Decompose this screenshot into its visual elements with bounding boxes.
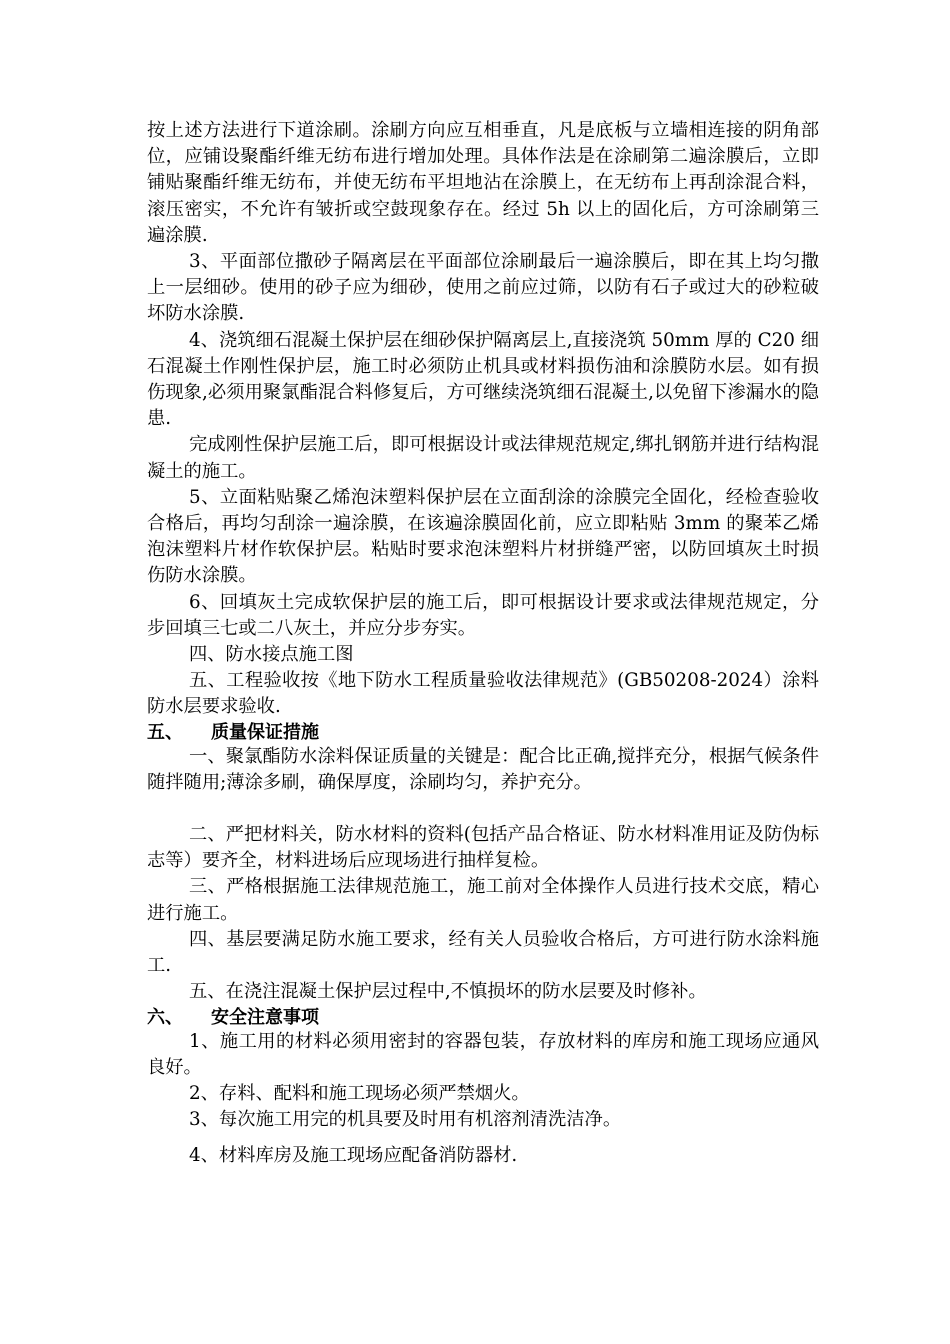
safety-item-4: 4、材料库房及施工现场应配备消防器材. xyxy=(189,1145,518,1167)
quality-item-2: 二、严把材料关，防水材料的资料(包括产品合格证、防水材料准用证及防伪标志等）要齐全，材料进场后应现场进行抽样复检。 xyxy=(147,824,819,872)
paragraph-foam-protection: 5、立面粘贴聚乙烯泡沫塑料保护层在立面刮涂的涂膜完全固化，经检查验收合格后，再均匀刮涂一遍涂膜，在该遍涂膜固化前，应立即粘贴 3mm 的聚苯乙烯泡沫塑料片材作软保护层。粘贴时要求泡沫塑料片材拼缝严密，以防回填灰土时损伤防水涂膜。 xyxy=(147,486,819,587)
paragraph-joint-drawing: 四、防水接点施工图 xyxy=(189,644,354,666)
section-number: 六、 xyxy=(147,1006,183,1028)
section-number: 五、 xyxy=(147,721,183,743)
safety-item-3: 3、每次施工用完的机具要及时用有机溶剂清洗洁净。 xyxy=(189,1109,622,1131)
quality-item-3: 三、严格根据施工法律规范施工，施工前对全体操作人员进行技术交底，精心进行施工。 xyxy=(147,876,819,924)
section-title: 安全注意事项 xyxy=(211,1006,319,1028)
paragraph-brush-method: 按上述方法进行下道涂刷。涂刷方向应互相垂直，凡是底板与立墙相连接的阴角部位，应铺设聚酯纤维无纺布进行增加处理。具体作法是在涂刷第二遍涂膜后，立即铺贴聚酯纤维无纺布，并使无纺布平坦地沾在涂膜上，在无纺布上再刮涂混合料，滚压密实，不允许有皱折或空鼓现象存在。经过 5h 以上的固化后，方可涂刷第三遍涂膜. xyxy=(147,120,819,246)
quality-item-5: 五、在浇注混凝土保护层过程中,不慎损坏的防水层要及时修补。 xyxy=(189,981,707,1003)
paragraph-concrete-protection: 4、浇筑细石混凝土保护层在细砂保护隔离层上,直接浇筑 50mm 厚的 C20 细石混凝土作刚性保护层，施工时必须防止机具或材料损伤油和涂膜防水层。如有损伤现象,必须用聚氯酯混合料修复后，方可继续浇筑细石混凝土,以免留下渗漏水的隐患. xyxy=(147,329,819,430)
safety-item-2: 2、存料、配料和施工现场必须严禁烟火。 xyxy=(189,1082,530,1104)
section-heading-safety xyxy=(147,1006,819,1029)
section-heading-quality xyxy=(147,721,819,744)
safety-item-1: 1、施工用的材料必须用密封的容器包装，存放材料的库房和施工现场应通风良好。 xyxy=(147,1030,819,1078)
paragraph-backfill: 6、回填灰土完成软保护层的施工后，即可根据设计要求或法律规范规定，分步回填三七或二八灰土，并应分步夯实。 xyxy=(147,591,819,639)
quality-item-1: 一、聚氯酯防水涂料保证质量的关键是：配合比正确,搅拌充分，根据气候条件随拌随用;薄涂多刷，确保厚度，涂刷均匀，养护充分。 xyxy=(147,745,819,793)
quality-item-4: 四、基层要满足防水施工要求，经有关人员验收合格后，方可进行防水涂料施工. xyxy=(147,928,819,977)
paragraph-sand-layer: 3、平面部位撒砂子隔离层在平面部位涂刷最后一遍涂膜后，即在其上均匀撒上一层细砂。使用的砂子应为细砂，使用之前应过筛，以防有石子或过大的砂粒破坏防水涂膜. xyxy=(147,251,819,325)
paragraph-acceptance: 五、工程验收按《地下防水工程质量验收法律规范》(GB50208-2024）涂料防水层要求验收. xyxy=(147,670,819,718)
document-page xyxy=(147,118,819,1170)
section-title: 质量保证措施 xyxy=(211,721,319,743)
paragraph-rigid-layer-done: 完成刚性保护层施工后，即可根据设计或法律规范规定,绑扎钢筋并进行结构混凝土的施工。 xyxy=(147,434,819,482)
